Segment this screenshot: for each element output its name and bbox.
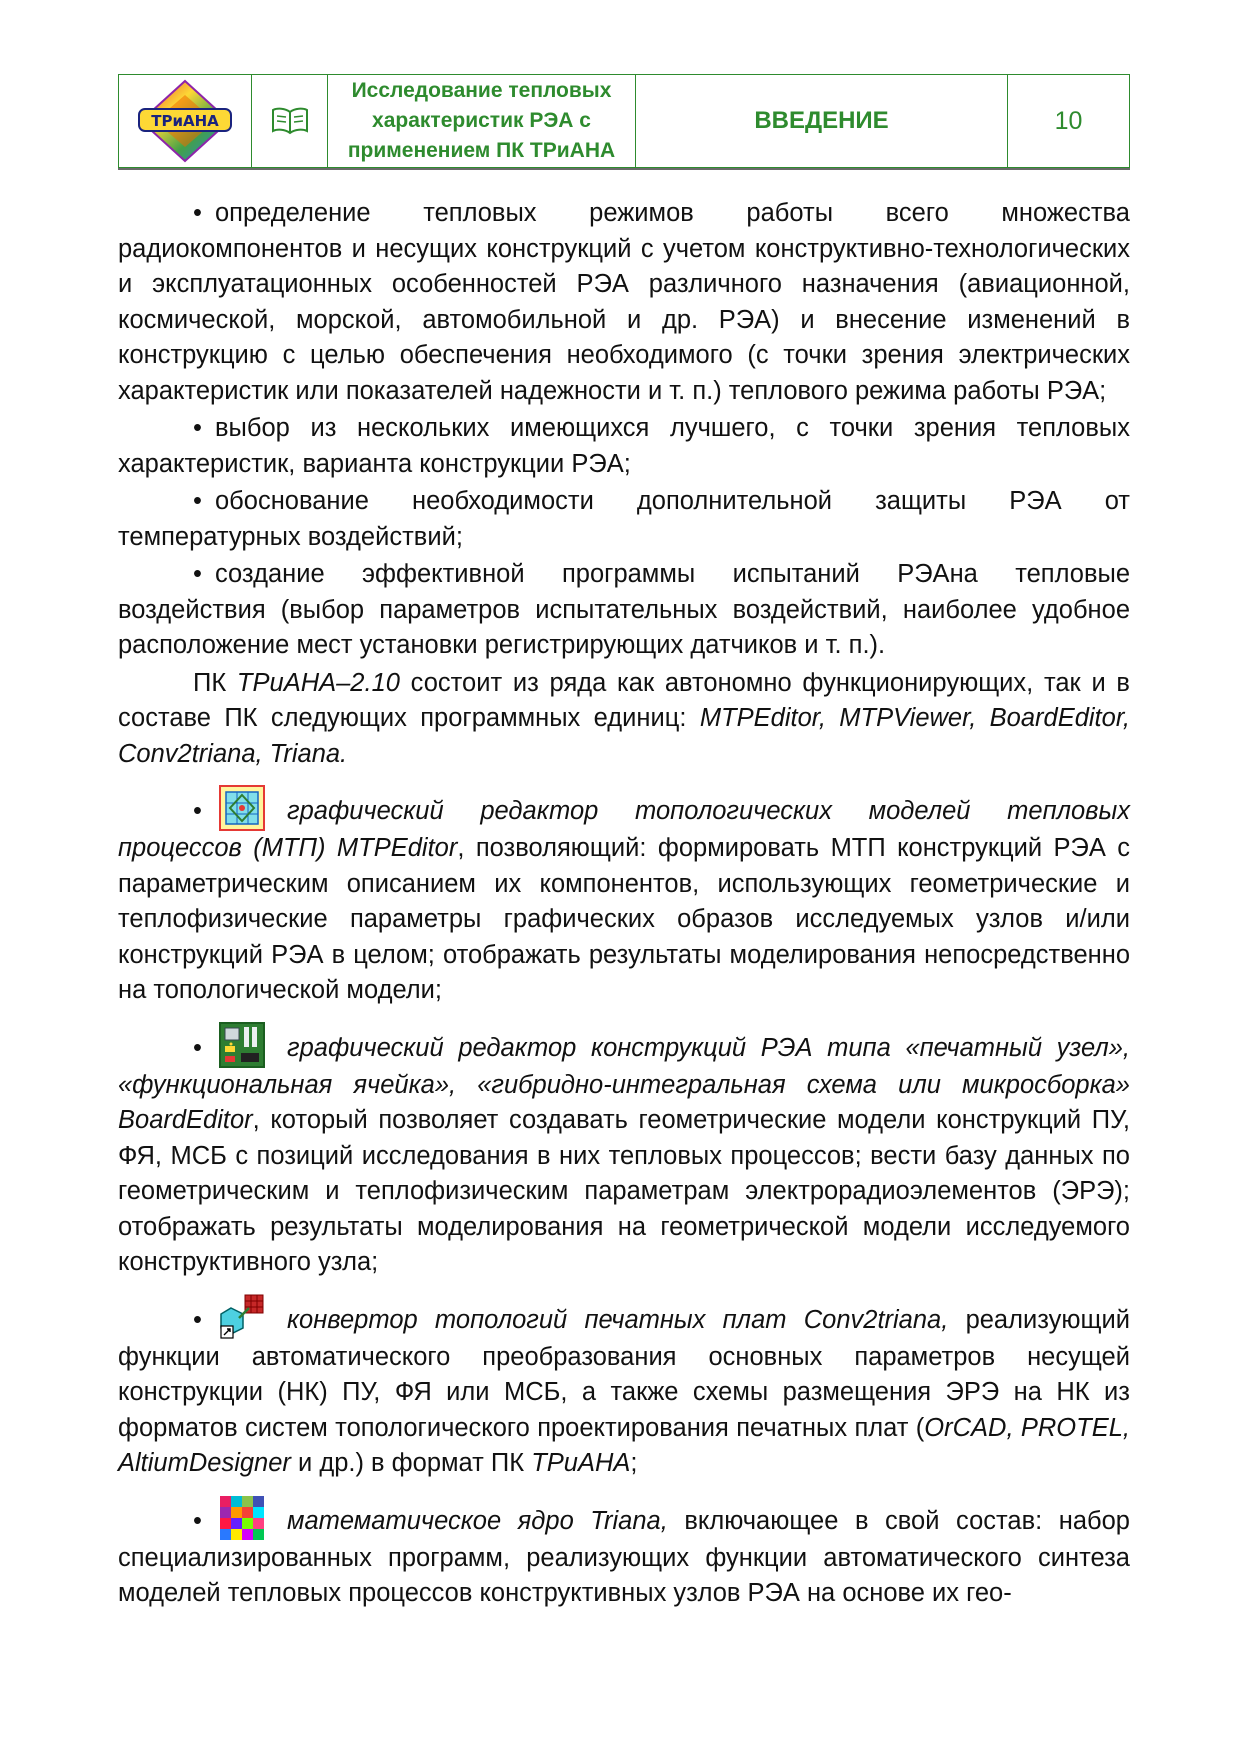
header-rule (118, 168, 1130, 170)
bullet: • (193, 1305, 202, 1334)
section-title: ВВЕДЕНИЕ (636, 75, 1008, 167)
bullet: • (193, 1033, 202, 1062)
title-line-2: характеристик РЭА с (372, 109, 591, 132)
page-header (118, 74, 1130, 168)
bullet: • (193, 414, 202, 442)
bullet: • (193, 1506, 202, 1535)
tool-triana-core: • математическое ядро Triana, включающее в свой состав: набор специализированных программ, реализующих функции автоматического синтеза моделей тепловых процессов конструктивных узлов РЭА на основе их гео- (118, 1495, 1130, 1612)
triana-core-icon (219, 1495, 265, 1541)
board-editor-icon (219, 1022, 265, 1068)
intro-paragraph: ПК ТРиАНА–2.10 состоит из ряда как автономно функционирующих, так и в составе ПК следующих программных единиц: MTPEditor, MTPViewer, BoardEditor, Conv2triana, Triana. (118, 668, 1130, 768)
logo-cell (119, 75, 252, 167)
triana-logo (137, 79, 233, 163)
bullet: • (193, 797, 202, 825)
conv2triana-icon (219, 1294, 265, 1340)
book-icon[interactable] (271, 107, 309, 135)
tool-mtp-editor: • графический редактор топологических моделей тепловых процессов (МТП) MTPEditor, позволяющий: формировать МТП конструкций РЭА с параметрическим описанием их компонентов, использующих геометрические и теплофизические параметры графических образов исследуемых узлов и/или конструкций РЭА в целом; отображать результаты моделирования непосредственно на топологической модели; (118, 785, 1130, 1009)
bullet-item-2: • выбор из нескольких имеющихся лучшего, с точки зрения тепловых характеристик, варианта конструкции РЭА; (118, 411, 1130, 482)
page-number: 10 (1054, 106, 1083, 135)
bullet-item-3: • обоснование необходимости дополнительной защиты РЭА от температурных воздействий; (118, 484, 1130, 555)
bullet: • (193, 560, 202, 588)
tool-board-editor: • графический редактор конструкций РЭА типа «печатный узел», «функциональная ячейка», «гибридно-интегральная схема или микросборка» BoardEditor, который позволяет создавать геометрические модели конструкций ПУ, ФЯ, МСБ с позиций исследования в них тепловых процессов; вести базу данных по геометрическим и теплофизическим параметрам электрорадиоэлементов (ЭРЭ); отображать результаты моделирования на геометрической модели исследуемого конструктивного узла; (118, 1022, 1130, 1281)
title-line-3: применением ПК ТРиАНА (347, 139, 616, 162)
bullet-item-4: • создание эффективной программы испытаний РЭАна тепловые воздействия (выбор параметров испытательных воздействий, наиболее удобное расположение мест установки регистрирующих датчиков и т. п.). (118, 557, 1130, 664)
bullet: • (193, 487, 202, 515)
tool-conv2triana: • конвертор топологий печатных плат Conv2triana, реализующий функции автоматического преобразования основных параметров несущей конструкции (НК) ПУ, ФЯ или МСБ, а также схемы размещения ЭРЭ на НК из форматов систем топологического проектирования печатных плат (OrCAD, PROTEL, AltiumDesigner и др.) в формат ПК ТРиАНА; (118, 1294, 1130, 1482)
svg-text:ТРиАНА: ТРиАНА (151, 112, 219, 130)
document-title (328, 75, 636, 167)
book-cell (252, 75, 328, 167)
bullet-item-1: • определение тепловых режимов работы всего множества радиокомпонентов и несущих конструкций с учетом конструктивно-технологических и эксплуатационных особенностей РЭА различного назначения (авиационной, космической, морской, автомобильной и др. РЭА) и внесение изменений в конструкцию с целью обеспечения необходимого (с точки зрения электрических характеристик или показателей надежности и т. п.) теплового режима работы РЭА; (118, 196, 1130, 409)
page-content (118, 196, 1130, 1612)
title-line-1: Исследование тепловых (351, 79, 612, 102)
bullet: • (193, 199, 202, 227)
mtp-editor-icon (219, 785, 265, 831)
